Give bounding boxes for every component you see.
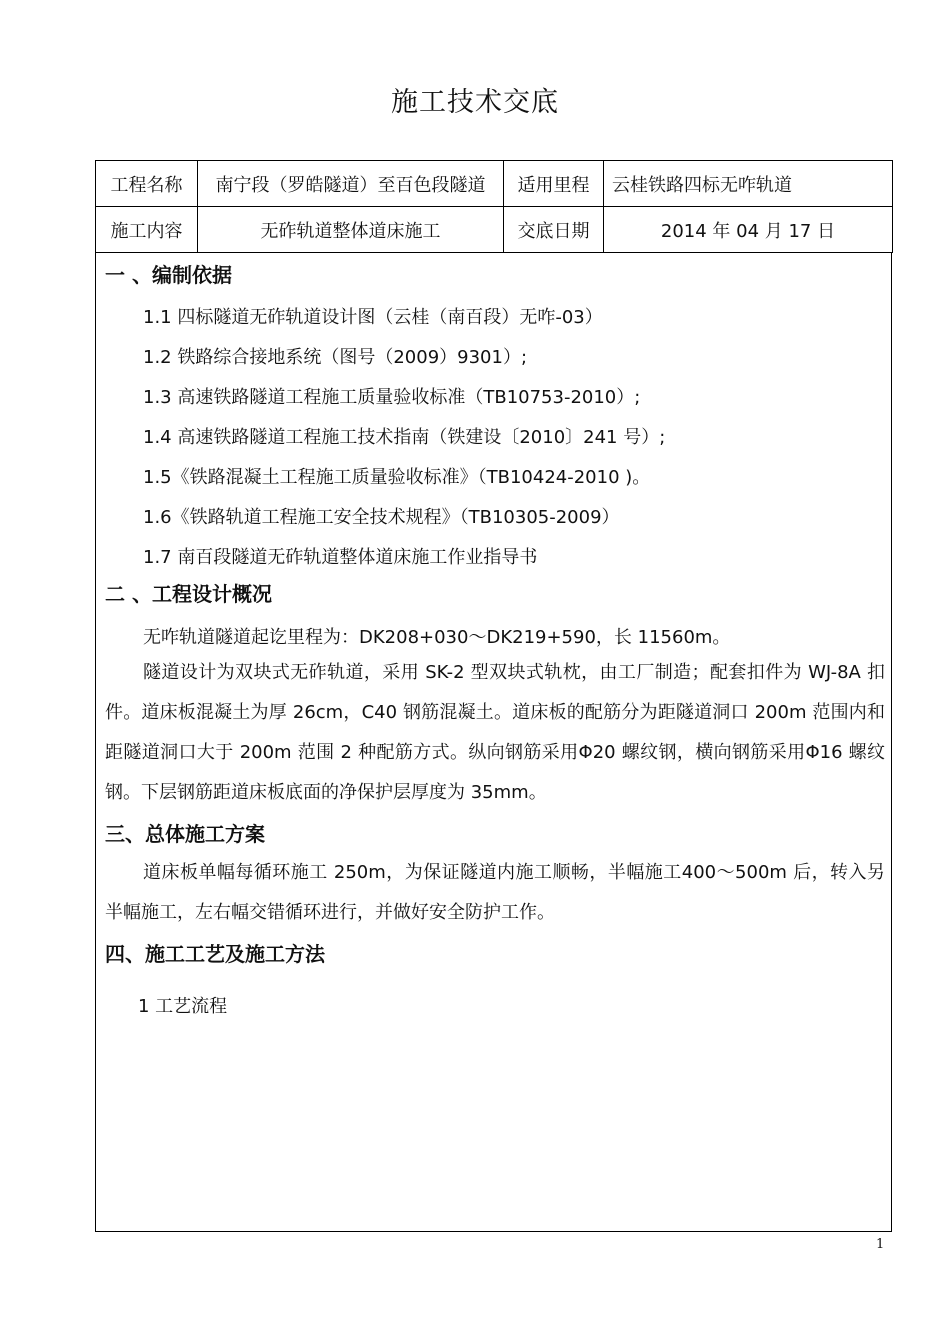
content-label: 施工内容: [96, 207, 198, 253]
section-1-heading: 一 、编制依据: [105, 263, 232, 287]
basis-item-5: 1.5《铁路混凝土工程施工质量验收标准》（TB10424-2010 )。: [143, 467, 651, 488]
header-row-content: [96, 207, 893, 253]
date-value: 2014 年 04 月 17 日: [604, 207, 893, 253]
basis-item-6: 1.6《铁路轨道工程施工安全技术规程》（TB10305-2009）: [143, 507, 620, 528]
basis-item-2: 1.2 铁路综合接地系统（图号（2009）9301）;: [143, 347, 528, 368]
header-row-project: [96, 161, 893, 207]
page-number: 1: [876, 1237, 885, 1252]
date-label: 交底日期: [504, 207, 604, 253]
basis-item-7: 1.7 南百段隧道无砟轨道整体道床施工作业指导书: [143, 547, 538, 568]
section-4-heading: 四、施工工艺及施工方法: [105, 942, 325, 966]
content-value: 无砟轨道整体道床施工: [198, 207, 504, 253]
basis-item-1: 1.1 四标隧道无砟轨道设计图（云桂（南百段）无咋-03）: [143, 307, 603, 328]
design-description-paragraph: 隧道设计为双块式无砟轨道，采用 SK-2 型双块式轨枕，由工厂制造；配套扣件为 WJ-8A 扣件。道床板混凝土为厚 26cm，C40 钢筋混凝土。道床板的配筋分为距隧道洞口 200m 范围内和距隧道洞口大于 200m 范围 2 种配筋方式。纵向钢筋采用Φ20 螺纹钢，横向钢筋采用Φ16 螺纹钢。下层钢筋距道床板底面的净保护层厚度为 35mm。: [105, 662, 885, 803]
header-table: [95, 160, 893, 253]
construction-plan-paragraph: 道床板单幅每循环施工 250m，为保证隧道内施工顺畅，半幅施工400～500m 后，转入另半幅施工，左右幅交错循环进行，并做好安全防护工作。: [105, 862, 885, 923]
section-2-heading: 二 、工程设计概况: [105, 582, 272, 606]
document-body: [95, 253, 892, 1232]
document-title: 施工技术交底: [391, 87, 559, 118]
design-mileage-paragraph: 无咋轨道隧道起讫里程为：DK208+030～DK219+590，长 11560m。: [143, 627, 731, 648]
mileage-label: 适用里程: [504, 161, 604, 207]
project-name-value: 南宁段（罗皓隧道）至百色段隧道: [198, 161, 504, 207]
basis-item-4: 1.4 高速铁路隧道工程施工技术指南（铁建设〔2010〕241 号）;: [143, 427, 666, 448]
section-3-heading: 三、总体施工方案: [105, 822, 265, 846]
mileage-value: 云桂铁路四标无咋轨道: [604, 161, 893, 207]
basis-item-3: 1.3 高速铁路隧道工程施工质量验收标准（TB10753-2010）;: [143, 387, 641, 408]
project-name-label: 工程名称: [96, 161, 198, 207]
process-flow-subheading: 1 工艺流程: [138, 996, 228, 1017]
